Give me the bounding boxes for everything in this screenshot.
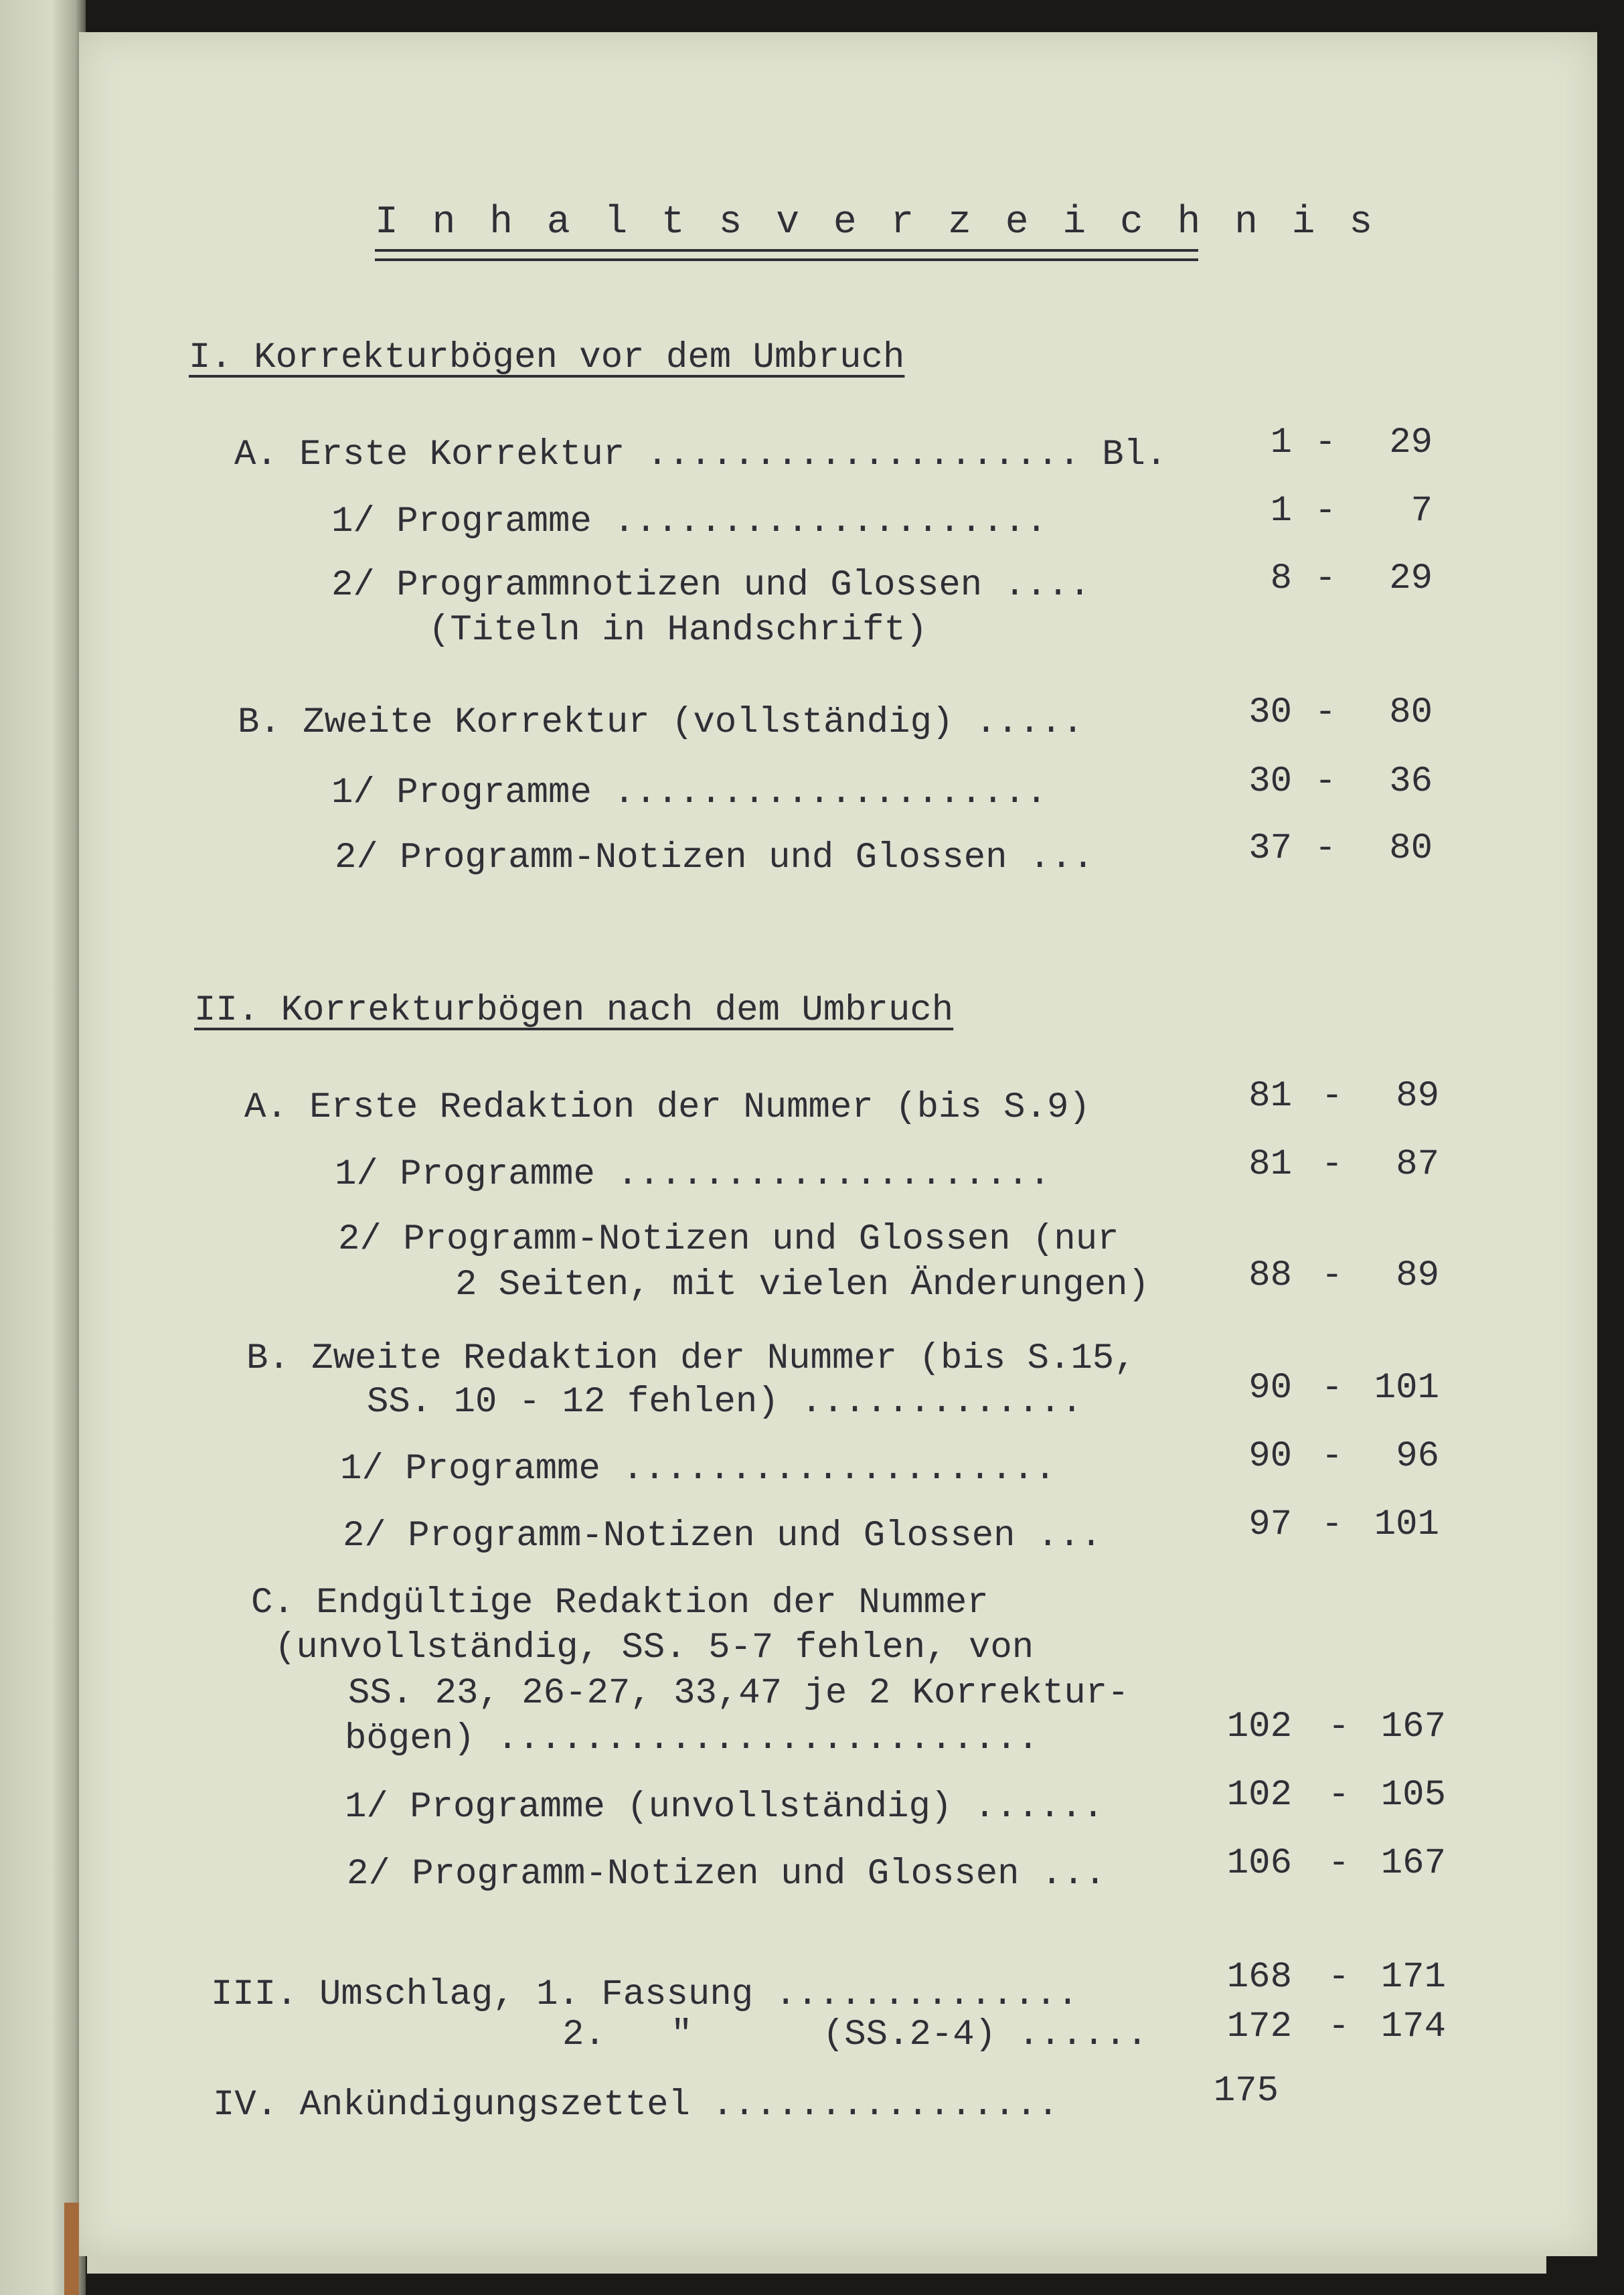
toc-line: 2/ Programm-Notizen und Glossen ... bbox=[343, 1516, 1103, 1557]
page-from: 8 bbox=[1270, 558, 1292, 599]
toc-line: 1/ Programme .................... bbox=[331, 501, 1048, 542]
page-dash: - bbox=[1327, 1775, 1350, 1816]
page-title: I n h a l t s v e r z e i c h n i s bbox=[375, 201, 1378, 244]
toc-line: (unvollständig, SS. 5-7 fehlen, von bbox=[274, 1628, 1034, 1668]
page-from: 90 bbox=[1248, 1436, 1292, 1477]
page-from: 90 bbox=[1248, 1368, 1292, 1409]
section-heading-3: III. Umschlag, 1. Fassung .............. bbox=[211, 1974, 1079, 2015]
page-to: 174 bbox=[1380, 2006, 1446, 2047]
toc-line: 1/ Programme .................... bbox=[335, 1154, 1051, 1195]
page-from: 102 bbox=[1226, 1775, 1292, 1816]
section-heading-4: IV. Ankündigungszettel ................ bbox=[213, 2085, 1059, 2126]
page-to: 36 bbox=[1389, 761, 1433, 802]
facing-page-edge bbox=[0, 0, 86, 2295]
page-to: 171 bbox=[1380, 1957, 1446, 1998]
page-dash: - bbox=[1321, 1076, 1344, 1117]
toc-line: (Titeln in Handschrift) bbox=[428, 610, 928, 651]
toc-line: 2/ Programmnotizen und Glossen .... bbox=[331, 565, 1091, 606]
page-dash: - bbox=[1327, 1957, 1350, 1998]
page-dash: - bbox=[1314, 558, 1337, 599]
binding-edge bbox=[64, 2203, 79, 2295]
page-dash: - bbox=[1321, 1368, 1344, 1409]
page-to: 7 bbox=[1410, 491, 1433, 532]
page-dash: - bbox=[1321, 1144, 1344, 1185]
page-dash: - bbox=[1314, 491, 1337, 532]
page-dash: - bbox=[1321, 1436, 1344, 1477]
toc-line: 1/ Programme .................... bbox=[331, 773, 1048, 813]
page-from: 102 bbox=[1226, 1707, 1292, 1747]
page-from: 1 bbox=[1270, 422, 1292, 463]
page-dash: - bbox=[1314, 828, 1337, 869]
toc-line: A. Erste Korrektur .................... Bl. bbox=[234, 434, 1167, 475]
page-from: 30 bbox=[1248, 761, 1292, 802]
page-to: 29 bbox=[1389, 558, 1433, 599]
page-from: 37 bbox=[1248, 828, 1292, 869]
page-dash: - bbox=[1314, 692, 1337, 733]
toc-line: B. Zweite Redaktion der Nummer (bis S.15, bbox=[246, 1338, 1136, 1379]
page-dash: - bbox=[1321, 1255, 1344, 1296]
page-from: 1 bbox=[1270, 491, 1292, 532]
toc-line: 2 Seiten, mit vielen Änderungen) bbox=[455, 1265, 1149, 1305]
page-from: 106 bbox=[1226, 1843, 1292, 1884]
page-to: 167 bbox=[1380, 1843, 1446, 1884]
page-dash: - bbox=[1327, 1843, 1350, 1884]
toc-line: C. Endgültige Redaktion der Nummer bbox=[251, 1583, 989, 1624]
toc-line: 2/ Programm-Notizen und Glossen ... bbox=[335, 838, 1094, 878]
toc-line: 2/ Programm-Notizen und Glossen (nur bbox=[338, 1219, 1119, 1260]
page-to: 96 bbox=[1396, 1436, 1439, 1477]
page-to: 101 bbox=[1374, 1504, 1439, 1545]
toc-line: SS. 10 - 12 fehlen) ............. bbox=[367, 1382, 1083, 1423]
toc-line: B. Zweite Korrektur (vollständig) ..... bbox=[238, 702, 1084, 743]
toc-line: A. Erste Redaktion der Nummer (bis S.9) bbox=[244, 1087, 1090, 1128]
toc-line: 1/ Programme .................... bbox=[340, 1449, 1056, 1490]
page-dash: - bbox=[1321, 1504, 1344, 1545]
page-from: 172 bbox=[1226, 2006, 1292, 2047]
toc-line: 2/ Programm-Notizen und Glossen ... bbox=[347, 1854, 1107, 1895]
page-to: 29 bbox=[1389, 422, 1433, 463]
toc-line: 1/ Programme (unvollständig) ...... bbox=[345, 1787, 1105, 1828]
page-from: 168 bbox=[1226, 1957, 1292, 1998]
toc-line: 2. " (SS.2-4) ...... bbox=[562, 2014, 1148, 2055]
page-to: 87 bbox=[1396, 1144, 1439, 1185]
toc-line: SS. 23, 26-27, 33,47 je 2 Korrektur- bbox=[348, 1673, 1129, 1714]
page-to: 89 bbox=[1396, 1076, 1439, 1117]
page-dash: - bbox=[1314, 761, 1337, 802]
page-to: 80 bbox=[1389, 828, 1433, 869]
page-to: 105 bbox=[1380, 1775, 1446, 1816]
page-from: 30 bbox=[1248, 692, 1292, 733]
section-heading-1: I. Korrekturbögen vor dem Umbruch bbox=[189, 337, 905, 378]
page-from: 88 bbox=[1248, 1255, 1292, 1296]
page-from: 81 bbox=[1248, 1076, 1292, 1117]
page-dash: - bbox=[1327, 1707, 1350, 1747]
page-to: 89 bbox=[1396, 1255, 1439, 1296]
page-to: 80 bbox=[1389, 692, 1433, 733]
page-to: 167 bbox=[1380, 1707, 1446, 1747]
title-double-underline bbox=[375, 249, 1198, 261]
page-to: 101 bbox=[1374, 1368, 1439, 1409]
toc-line: bögen) ......................... bbox=[345, 1719, 1039, 1759]
page-from: 97 bbox=[1248, 1504, 1292, 1545]
page-dash: - bbox=[1327, 2006, 1350, 2047]
page-from: 175 bbox=[1213, 2071, 1279, 2112]
section-heading-2: II. Korrekturbögen nach dem Umbruch bbox=[194, 990, 954, 1031]
page-dash: - bbox=[1314, 422, 1337, 463]
page-from: 81 bbox=[1248, 1144, 1292, 1185]
